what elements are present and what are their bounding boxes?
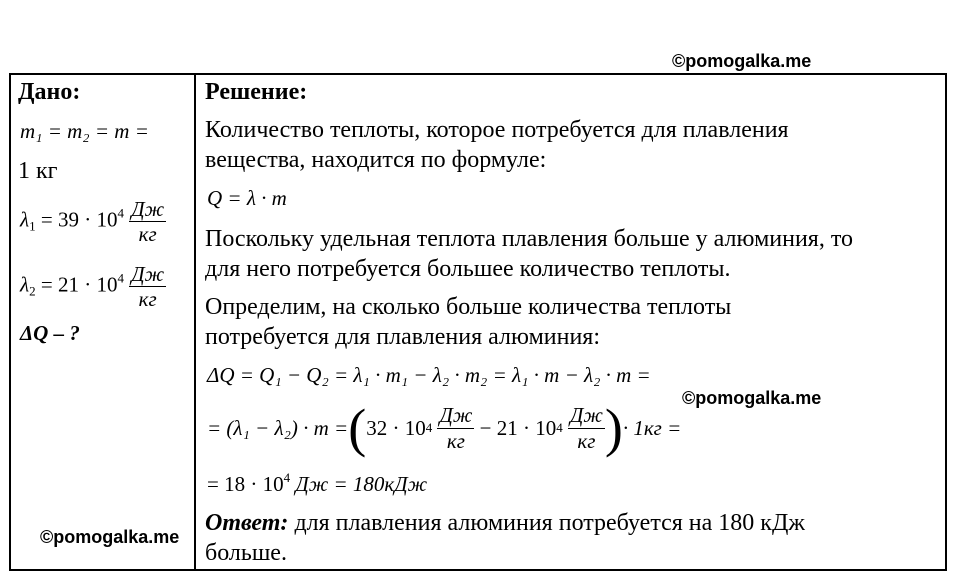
unit-fraction-4: $\frac{Дж}{кг}$ <box>569 403 603 453</box>
solution-para2-line1: Поскольку удельная теплота плавления больше у алюминия, то <box>205 226 854 252</box>
solution-para1-line2: вещества, находится по формуле: <box>205 147 547 173</box>
given-masses: m₁ = m₂ = m = <box>20 119 149 143</box>
answer-line-2: больше. <box>205 540 287 566</box>
equation-line-1: ΔQ = Q₁ − Q₂ = λ₁ · m₁ − λ₂ · m₂ = λ₁ · m − λ₂ · m = <box>207 363 651 387</box>
watermark-middle: ©pomogalka.me <box>682 388 822 408</box>
unit-fraction-3: $\frac{Дж}{кг}$ <box>439 403 473 453</box>
watermark-bottom: ©pomogalka.me <box>40 527 180 547</box>
given-find: ΔQ – ? <box>20 321 80 345</box>
solution-para2-line2: для него потребуется большее количество теплоты. <box>205 256 731 282</box>
given-header: Дано: <box>18 79 81 105</box>
column-divider <box>194 73 196 571</box>
equation-line-2: = (λ₁ − λ₂) · m = ( 32 · 10 4 $\frac{Дж}{кг}$ − 21 · 10 4 $\frac{Дж}{кг}$ ) · 1кг = <box>207 398 682 458</box>
equation-line-3: = $18 \cdot 10^4$ Дж = 180кДж <box>207 470 428 496</box>
given-lambda1: $\lambda_1 = 39 \cdot 10^4$ $\frac{Дж}{кг}$ <box>20 197 165 247</box>
given-lambda2: $\lambda_2 = 21 \cdot 10^4$ $\frac{Дж}{кг}$ <box>20 262 165 312</box>
watermark-top: ©pomogalka.me <box>672 51 812 71</box>
formula-heat: Q = λ · m <box>207 186 287 210</box>
unit-fraction-1: $\frac{Дж}{кг}$ <box>131 197 165 247</box>
answer-line-1: Ответ: для плавления алюминия потребуется на 180 кДж <box>205 510 805 536</box>
solution-para3-line1: Определим, на сколько больше количества теплоты <box>205 294 732 320</box>
unit-fraction-2: $\frac{Дж}{кг}$ <box>131 262 165 312</box>
solution-para1-line1: Количество теплоты, которое потребуется для плавления <box>205 117 789 143</box>
answer-label: Ответ: <box>205 510 289 536</box>
solution-para3-line2: потребуется для плавления алюминия: <box>205 324 601 350</box>
given-mass-value: 1 кг <box>18 158 58 184</box>
solution-header: Решение: <box>205 79 308 105</box>
